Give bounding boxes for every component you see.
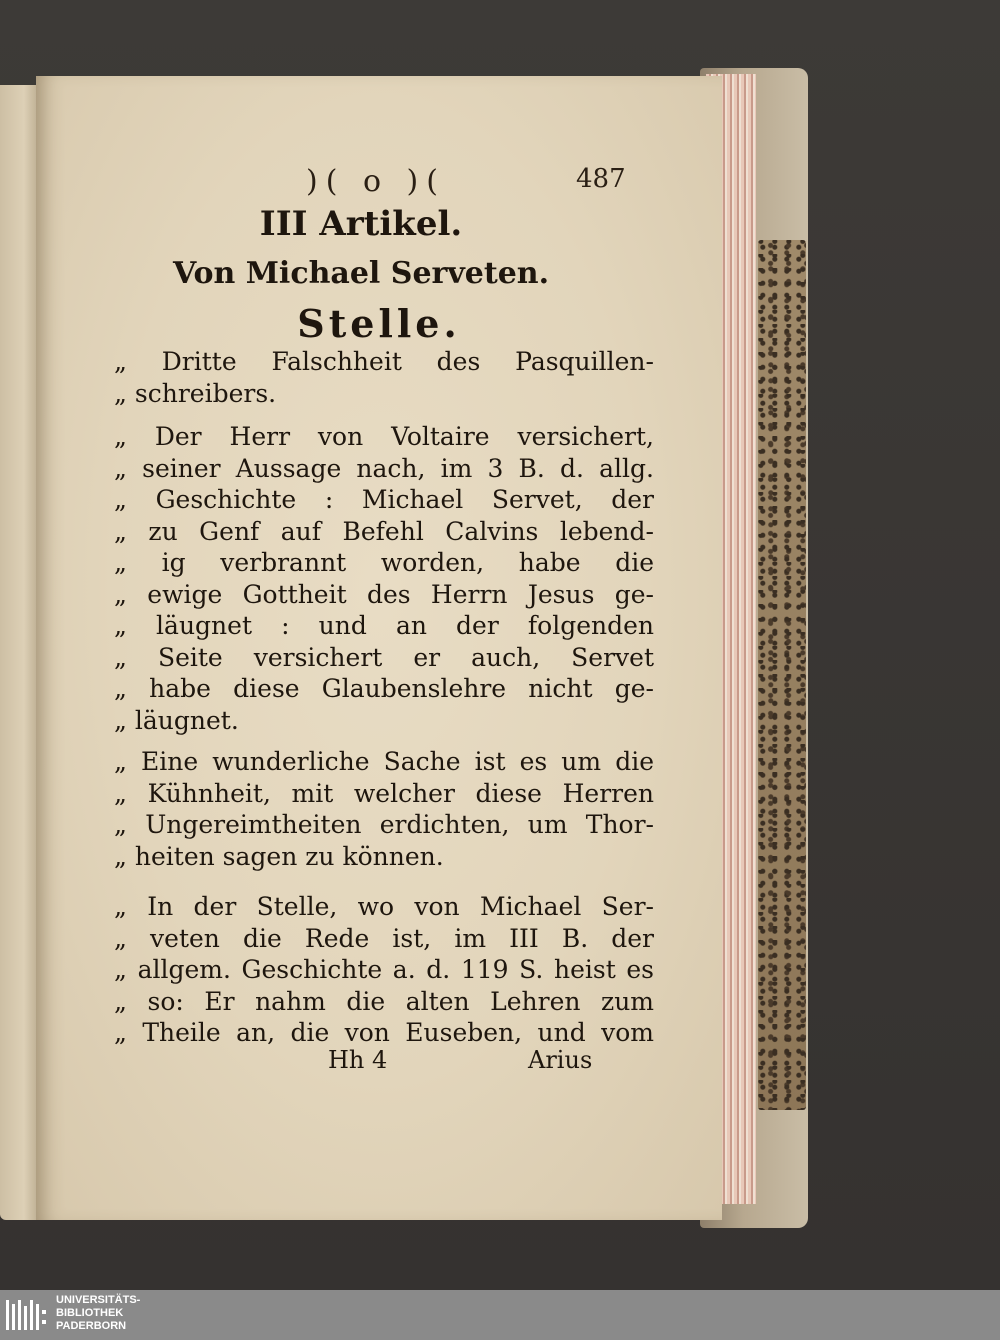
text-line: „ Theile an, die von Euseben, und vom [114, 1018, 654, 1047]
text-line: „ Ungereimtheiten erdichten, um Thor- [114, 810, 654, 839]
library-logo-icon [6, 1296, 48, 1334]
text-line: „ In der Stelle, wo von Michael Ser- [114, 892, 654, 921]
subject-heading: Von Michael Serveten. [172, 256, 550, 291]
page-footer [36, 1046, 722, 1086]
text-line: „ Kühnheit, mit welcher diese Herren [114, 778, 654, 808]
text-line: „ heiten sagen zu können. [114, 841, 444, 871]
paragraph-4 [114, 891, 654, 1049]
paragraph-1 [114, 346, 654, 409]
section-heading: Stelle. [297, 301, 461, 346]
text-line: „ zu Genf auf Befehl Calvins lebend- [114, 516, 654, 546]
text-line: „ Der Herr von Voltaire versichert, [114, 422, 654, 451]
text-line: „ läugnet. [114, 705, 239, 735]
library-footer-bar [0, 1290, 1000, 1340]
page-number: 487 [576, 164, 626, 194]
text-line: „ läugnet : und an der folgenden [114, 611, 654, 640]
text-line: „ Seite versichert er auch, Servet [114, 642, 654, 672]
text-line: „ ig verbrannt worden, habe die [114, 548, 654, 577]
marbled-cover [758, 240, 806, 1110]
text-line: „ Dritte Falschheit des Pasquillen- [114, 347, 654, 376]
text-line: „ allgem. Geschichte a. d. 119 S. heist es [114, 955, 654, 984]
paragraph-3 [114, 746, 654, 872]
signature-mark: Hh 4 [328, 1046, 388, 1074]
library-name-line: BIBLIOTHEK [56, 1307, 124, 1319]
text-line: „ seiner Aussage nach, im 3 B. d. allg. [114, 453, 654, 483]
page-header [36, 164, 722, 204]
text-line: „ ewige Gottheit des Herrn Jesus ge- [114, 579, 654, 609]
paragraph-2 [114, 421, 654, 736]
header-ornament: )( o )( [306, 164, 446, 199]
library-name-line: UNIVERSITÄTS- [56, 1294, 141, 1306]
text-line: „ veten die Rede ist, im III B. der [114, 923, 654, 953]
article-heading: III Artikel. [259, 204, 463, 244]
text-line: „ Eine wunderliche Sache ist es um die [114, 747, 654, 776]
text-line: „ Geschichte : Michael Servet, der [114, 485, 654, 514]
library-name-line: PADERBORN [56, 1320, 127, 1332]
text-line: „ habe diese Glaubenslehre nicht ge- [114, 674, 654, 703]
book-page [36, 76, 722, 1220]
text-line: „ schreibers. [114, 378, 277, 408]
catchword: Arius [528, 1046, 593, 1074]
text-line: „ so: Er nahm die alten Lehren zum [114, 986, 654, 1016]
library-name [56, 1294, 140, 1333]
